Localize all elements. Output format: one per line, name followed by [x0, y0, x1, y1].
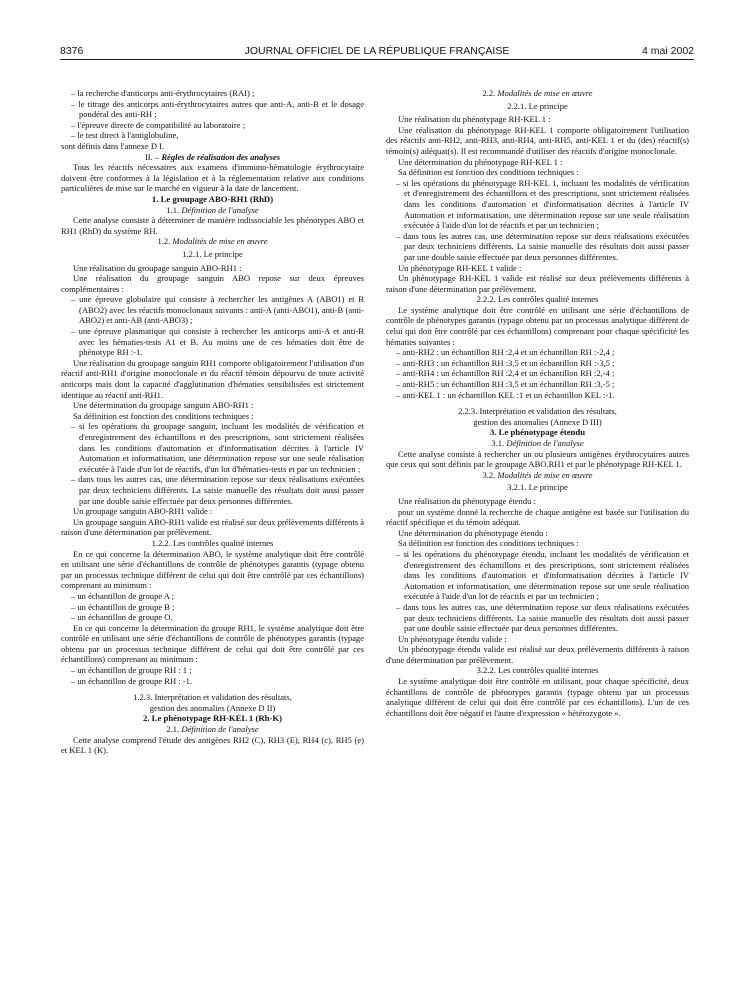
paragraph: Le système analytique doit être contrôlé en utilisant une série d'échantillons de contrôle de phénotypes garantis (typage obtenu par un processus analytique différent de celui qui doit être contrôlé par ces échantillons) comprenant pour chaque spécificité les hématies suivantes :	[386, 304, 689, 347]
list-item: – un échantillon de groupe A ;	[71, 590, 175, 601]
subsection-heading: 2.2.3. Interprétation et validation des résultats,	[458, 406, 617, 417]
issue-date: 4 mai 2002	[642, 45, 694, 57]
list-item: – anti-RH3 : un échantillon RH :3,5 et un échantillon RH :-3,5 ;	[396, 357, 615, 368]
list-item: – dans tous les autres cas, une détermination repose sur deux réalisations exécutées par deux techniciens différents. La saisie manuelle des résultats doit aussi passer par une double saisie effectuée par deux personnes différentes.	[396, 230, 689, 262]
paragraph: Un groupage sanguin ABO-RH1 valide :	[73, 506, 213, 517]
list-item: – un échantillon de groupe B ;	[71, 601, 175, 612]
list-item: – anti-RH2 : un échantillon RH :2,4 et un échantillon RH :-2,4 ;	[396, 347, 615, 358]
list-item: – anti-RH5 : un échantillon RH :3,5 et un échantillon RH :3,-5 ;	[396, 379, 615, 390]
list-item: – un échantillon de groupe O.	[71, 612, 173, 623]
paragraph: Un phénotypage étendu valide :	[398, 633, 507, 644]
section-heading: 1. Le groupage ABO-RH1 (RhD)	[151, 193, 274, 204]
paragraph: Cette analyse consiste à déterminer de manière indissociable les phénotypes ABO et RH1 (RhD) du système RH.	[61, 215, 364, 236]
subsection-heading: 2.2.2. Les contrôles qualité internes	[476, 294, 599, 305]
list-item: – l'épreuve directe de compatibilité au laboratoire ;	[71, 119, 246, 130]
paragraph: Cette analyse comprend l'étude des antigènes RH2 (C), RH3 (E), RH4 (c), RH5 (e) et KEL 1 (K).	[61, 734, 364, 756]
subsection-heading: 1.2. Modalités de mise en œuvre	[157, 236, 268, 247]
paragraph: sont définis dans l'annexe D I.	[61, 140, 165, 151]
paragraph: Tous les réactifs nécessaires aux examens d'immuno-hématologie érythrocytaire doivent être conformes à la législation et à la réglementation relative aux conditions particulières de mise sur le marché en vigueur à la date de lancement.	[61, 162, 364, 194]
paragraph: Une détermination du phénotypage RH-KEL 1 :	[398, 156, 563, 167]
subsection-heading: 1.2.1. Le principe	[182, 248, 243, 259]
subsection-heading: 2.1. Définition de l'analyse	[166, 724, 259, 735]
paragraph: Cette analyse consiste à rechercher un ou plusieurs antigènes érythrocytaires autres que ceux qui sont définis par le groupage ABO.RH1 et par le phénotypage RH-KEL 1.	[386, 448, 689, 470]
list-item: – si les opérations du groupage sanguin, incluant les modalités de vérification et d'enregistrement des échantillons et des prescriptions, sont strictement réalisées dans les conditions d'automation et d'informatisation décrites à l'article IV Automation et informatisation, une détermination repose sur une seule réalisation exécutée à l'aide d'un lot de réactifs, d'un lot d'hématies-tests et par un technicien ;	[71, 421, 364, 474]
journal-title: JOURNAL OFFICIEL DE LA RÉPUBLIQUE FRANÇAISE	[244, 45, 510, 57]
left-column	[61, 88, 364, 756]
list-item: – la recherche d'anticorps anti-érythrocytaires (RAI) ;	[71, 88, 255, 98]
paragraph: Une réalisation du phénotypage RH-KEL 1 comporte obligatoirement l'utilisation des réactifs anti-RH2, anti-RH3, anti-RH4, anti-RH5, anti-KEL 1 et du (des) réactif(s) témoin(s) adéquat(s). Il est recommandé d'utiliser des réactifs d'origine monoclonale.	[386, 124, 689, 156]
paragraph: Sa définition est fonction des conditions techniques :	[73, 410, 254, 421]
list-item: – dans tous les autres cas, une détermination repose sur deux réalisations exécutées par deux techniciens différents. La saisie manuelle des résultats doit aussi passer par une double saisie effectuée par deux personnes différentes.	[71, 474, 364, 506]
subsection-heading: gestion des anomalies (Annexe D II)	[149, 702, 276, 713]
paragraph: Une réalisation du groupage sanguin ABO repose sur deux épreuves complémentaires :	[61, 273, 364, 294]
list-item: – une épreuve plasmatique qui consiste à rechercher les anticorps anti-A et anti-B avec les hématies-tests A1 et B. Au moins une de ces hématies doit être de phénotype RH :-1.	[71, 326, 364, 358]
paragraph: Une réalisation du groupage sanguin RH1 comporte obligatoirement l'utilisation d'un réactif anti-RH1 d'origine monoclonale et du réactif témoin dépourvu de toute activité anticorps mais dont la capacité d'agglutination d'hématies sensibilisées est strictement identique au réactif anti-RH1.	[61, 357, 365, 400]
paragraph: En ce qui concerne la détermination ABO, le système analytique doit être contrôlé en utilisant une série d'échantillons de contrôle de phénotypes garantis (typage obtenu par un processus technique différent de celui qui doit être contrôlé par ces échantillons) comprenant au minimum :	[61, 548, 364, 591]
paragraph: Sa définition est fonction des conditions techniques :	[398, 538, 579, 549]
section-heading: II. – Règles de réalisation des analyses	[144, 151, 281, 162]
paragraph: Un groupage sanguin ABO-RH1 valide est réalisé sur deux prélèvements différents à raison d'une détermination par prélèvement.	[61, 516, 364, 538]
subsection-heading: 1.1. Définition de l'analyse	[166, 204, 259, 215]
subsection-heading: 3.2. Modalités de mise en œuvre	[482, 469, 593, 480]
paragraph: Une réalisation du phénotypage étendu :	[398, 495, 536, 506]
paragraph: Un phénotypage RH-KEL 1 valide est réalisé sur deux prélèvements différents à raison d'une détermination par prélèvement.	[386, 273, 689, 294]
list-item: – anti-RH4 : un échantillon RH :2,4 et un échantillon RH :2,-4 ;	[396, 368, 615, 379]
paragraph: Une réalisation du groupage sanguin ABO-RH1 :	[73, 262, 242, 273]
list-item: – le test direct à l'antiglobuline,	[71, 130, 179, 141]
subsection-heading: 2.2.1. Le principe	[507, 100, 568, 111]
section-heading: 2. Le phénotypage RH-KEL 1 (Rh-K)	[142, 713, 282, 724]
subsection-heading: 1.2.3. Interprétation et validation des résultats,	[133, 692, 292, 703]
subsection-heading: 1.2.2. Les contrôles qualité internes	[151, 537, 274, 548]
subsection-heading: 2.2. Modalités de mise en œuvre	[482, 88, 593, 98]
subsection-heading: 3.2.1. Le principe	[507, 482, 568, 493]
paragraph: Un phénotypage RH-KEL 1 valide :	[398, 262, 522, 273]
list-item: – dans tous les autres cas, une détermination repose sur deux réalisations exécutées par deux techniciens différents. La saisie manuelle des résultats doit aussi passer par une double saisie effectuée par deux personnes différentes.	[396, 601, 689, 634]
paragraph: Un phénotypage étendu valide est réalisé sur deux prélèvements différents à raison d'une détermination par prélèvement.	[386, 644, 689, 665]
list-item: – le titrage des anticorps anti-érythrocytaires autres que anti-A, anti-B et le dosage pondéral des anti-RH ;	[71, 98, 364, 120]
paragraph: Sa définition est fonction des conditions techniques :	[398, 167, 579, 178]
subsection-heading: 3.2.2. Les contrôles qualité internes	[476, 665, 599, 676]
subsection-heading: 3.1. Définition de l'analyse	[491, 438, 584, 448]
right-column	[386, 88, 689, 718]
page-header	[60, 44, 694, 60]
paragraph: pour un système donné la recherche de chaque antigène est basée sur l'utilisation du réactif spécifique et du témoin adéquat.	[386, 506, 689, 528]
list-item: – si les opérations du phénotypage étendu, incluant les modalités de vérification et d'enregistrement des échantillons et des prescriptions, sont strictement réalisées dans les conditions d'automation et d'informatisation décrites à l'article IV Automation et informatisation, une détermination repose sur une seule réalisation exécutée à l'aide d'un lot de réactifs et par un technicien ;	[396, 548, 689, 602]
list-item: – si les opérations du phénotypage RH-KEL 1, incluant les modalités de vérification et d'enregistrement des échantillons et des prescriptions, sont strictement réalisées dans les conditions d'automation et d'informatisation décrites à l'article IV Automation et informatisation, une détermination repose sur une seule réalisation exécutée à l'aide d'un lot de réactifs et par un technicien ;	[396, 177, 689, 231]
list-item: – une épreuve globulaire qui consiste à rechercher les antigènes A (ABO1) et B (ABO2) avec les réactifs monoclonaux suivants : anti-A (anti-ABO1), anti-B (anti-ABO2) et anti-AB (anti-ABO3) ;	[71, 294, 364, 326]
paragraph: Une détermination du phénotypage étendu :	[398, 527, 548, 538]
list-item: – anti-KEL 1 : un échantillon KEL :1 et un échantillon KEL :-1.	[396, 389, 615, 400]
paragraph: Une réalisation du phénotypage RH-KEL 1 :	[398, 114, 551, 125]
paragraph: Une détermination du groupage sanguin ABO-RH1 :	[73, 400, 254, 411]
list-item: – un échantillon de groupe RH : -1.	[71, 675, 193, 686]
subsection-heading: gestion des anomalies (Annexe D III)	[473, 416, 602, 427]
page-number: 8376	[60, 45, 84, 57]
list-item: – un échantillon de groupe RH : 1 ;	[71, 665, 192, 676]
paragraph: Le système analytique doit être contrôlé en utilisant, pour chaque spécificité, deux échantillons de contrôle de phénotypes garantis (typage obtenu par un processus analytique différent de celui qui doit être contrôlé par ces échantillons). L'un de ces échantillons doit être négatif et l'autre d'expression « hétérozygote ».	[386, 676, 689, 718]
section-heading: 3. Le phénotypage étendu	[489, 427, 586, 438]
paragraph: En ce qui concerne la détermination du groupe RH1, le système analytique doit être contrôlé en utilisant une série d'échantillons de contrôle de phénotypes garantis (typage obtenu par un processus technique différent de celui qui doit être contrôlé par ces échantillons) comprenant au minimum :	[61, 622, 364, 665]
